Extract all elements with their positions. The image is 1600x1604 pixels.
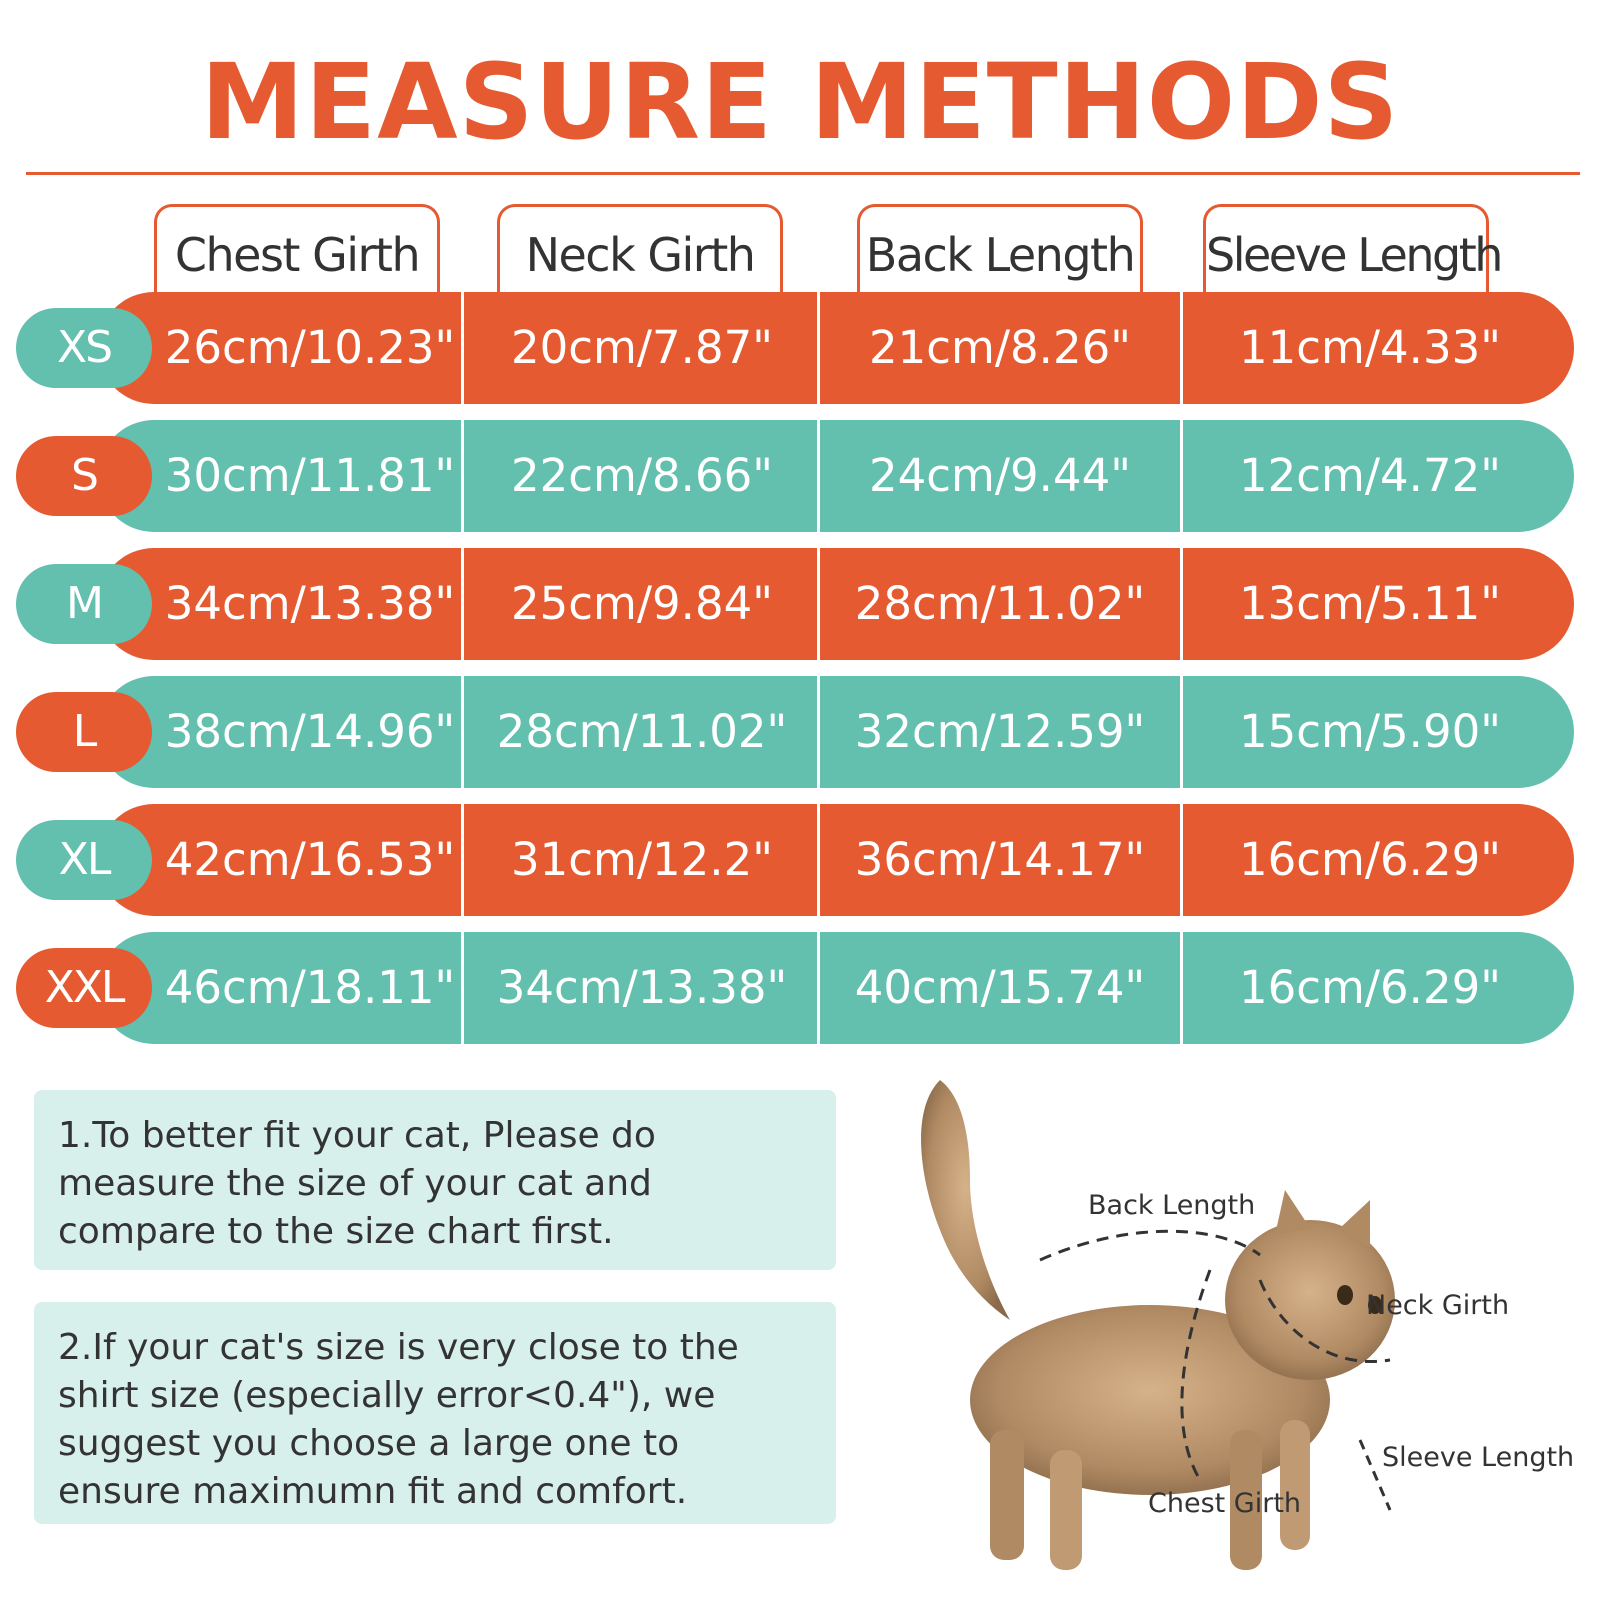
diagram-label-sleeve-length: Sleeve Length [1382,1442,1575,1473]
column-header-back-length: Back Length [857,204,1143,296]
column-header-neck-girth: Neck Girth [497,204,783,296]
size-value-cell: 22cm/8.66" [511,449,773,502]
size-value-cell: 46cm/18.11" [164,961,456,1014]
size-row [98,804,1574,916]
size-label-xl: XL [16,820,152,900]
cell-divider [817,804,820,916]
note-1: 1.To better fit your cat, Please do measure the size of your cat and compare to the size chart first. [34,1090,836,1270]
cell-divider [817,548,820,660]
size-label-xxl: XXL [16,948,152,1028]
size-label-m: M [16,564,152,644]
page-title: MEASURE METHODS [200,41,1400,163]
size-value-cell: 34cm/13.38" [496,961,788,1014]
size-value-cell: 31cm/12.2" [511,833,773,886]
cell-divider [817,932,820,1044]
cat-measure-diagram [900,1070,1600,1600]
cell-divider [1180,932,1183,1044]
cell-divider [1180,420,1183,532]
size-value-cell: 28cm/11.02" [854,577,1146,630]
cat-illustration [900,1070,1600,1600]
cell-divider [461,292,464,404]
title-underline [26,172,1580,175]
size-label-xs: XS [16,308,152,388]
size-value-cell: 15cm/5.90" [1239,705,1501,758]
size-value-cell: 26cm/10.23" [164,321,456,374]
diagram-label-neck-girth: Neck Girth [1366,1290,1510,1321]
size-value-cell: 16cm/6.29" [1239,833,1501,886]
cell-divider [461,420,464,532]
size-row [98,292,1574,404]
size-label-l: L [16,692,152,772]
column-header-chest-girth: Chest Girth [154,204,440,296]
cell-divider [1180,292,1183,404]
size-value-cell: 38cm/14.96" [164,705,456,758]
size-value-cell: 11cm/4.33" [1239,321,1501,374]
size-value-cell: 28cm/11.02" [496,705,788,758]
size-value-cell: 42cm/16.53" [164,833,456,886]
size-row [98,932,1574,1044]
size-value-cell: 40cm/15.74" [854,961,1146,1014]
size-value-cell: 36cm/14.17" [854,833,1146,886]
size-value-cell: 16cm/6.29" [1239,961,1501,1014]
cell-divider [1180,548,1183,660]
size-value-cell: 12cm/4.72" [1239,449,1501,502]
cell-divider [817,420,820,532]
cell-divider [817,292,820,404]
size-value-cell: 34cm/13.38" [164,577,456,630]
note-2: 2.If your cat's size is very close to the shirt size (especially error<0.4"), we suggest you choose a large one to ensure maximumn fit and comfort. [34,1302,836,1524]
size-value-cell: 20cm/7.87" [511,321,773,374]
size-row [98,548,1574,660]
cell-divider [461,548,464,660]
size-value-cell: 21cm/8.26" [869,321,1131,374]
size-row [98,420,1574,532]
cell-divider [461,804,464,916]
cell-divider [1180,676,1183,788]
size-value-cell: 13cm/5.11" [1239,577,1501,630]
cell-divider [461,932,464,1044]
diagram-label-chest-girth: Chest Girth [1148,1488,1302,1519]
size-label-s: S [16,436,152,516]
column-header-sleeve-length: Sleeve Length [1203,204,1489,296]
cell-divider [817,676,820,788]
diagram-label-back-length: Back Length [1088,1190,1256,1221]
size-value-cell: 30cm/11.81" [164,449,456,502]
size-row [98,676,1574,788]
cell-divider [461,676,464,788]
size-value-cell: 24cm/9.44" [869,449,1131,502]
size-value-cell: 25cm/9.84" [511,577,773,630]
cell-divider [1180,804,1183,916]
size-value-cell: 32cm/12.59" [854,705,1146,758]
